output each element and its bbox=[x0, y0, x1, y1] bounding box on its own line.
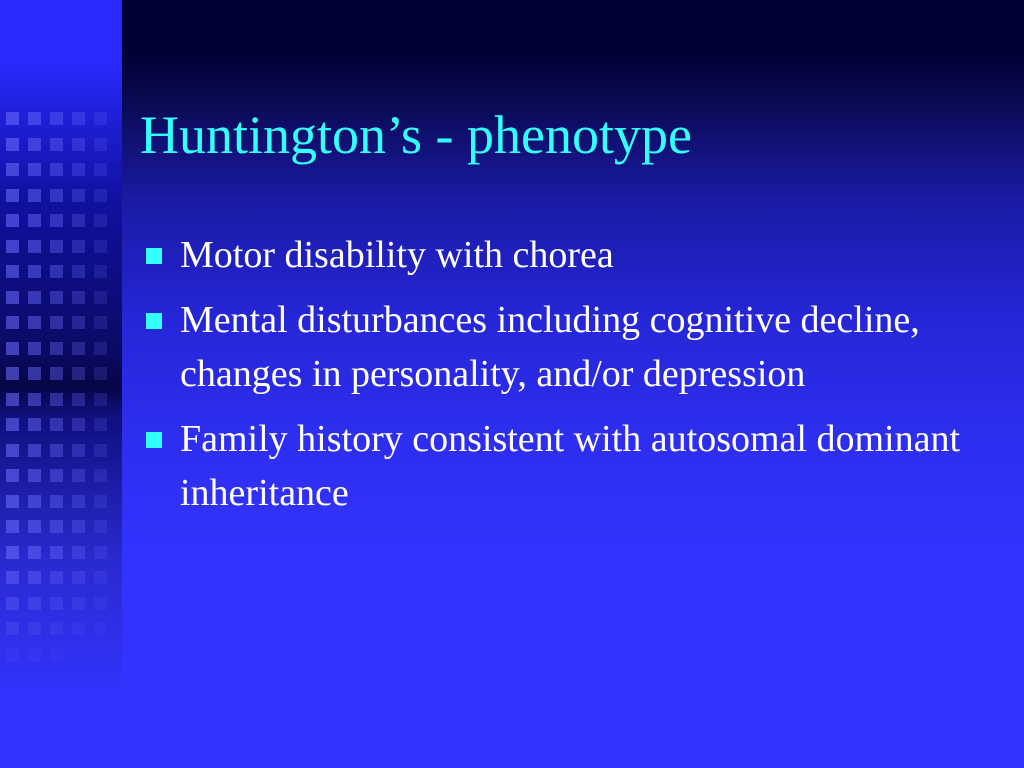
decorative-square bbox=[50, 342, 63, 355]
decorative-square bbox=[28, 648, 41, 661]
decorative-square bbox=[50, 240, 63, 253]
decorative-square bbox=[28, 240, 41, 253]
bullet-text: Mental disturbances including cognitive decline, changes in personality, and/or depression bbox=[180, 299, 920, 395]
left-decorative-strip bbox=[0, 0, 122, 768]
decorative-square bbox=[94, 265, 107, 278]
decorative-square bbox=[28, 291, 41, 304]
decorative-square bbox=[72, 444, 85, 457]
decorative-square bbox=[72, 214, 85, 227]
decorative-square bbox=[72, 622, 85, 635]
decorative-square bbox=[6, 163, 19, 176]
decorative-square bbox=[94, 112, 107, 125]
decorative-square bbox=[28, 342, 41, 355]
decorative-square bbox=[94, 418, 107, 431]
decorative-square bbox=[6, 495, 19, 508]
decorative-square bbox=[50, 520, 63, 533]
decorative-square bbox=[94, 163, 107, 176]
decorative-square bbox=[6, 291, 19, 304]
decorative-square bbox=[6, 112, 19, 125]
decorative-square bbox=[28, 495, 41, 508]
decorative-square bbox=[72, 393, 85, 406]
decorative-square bbox=[28, 189, 41, 202]
bullet-item bbox=[144, 412, 974, 520]
decorative-square bbox=[72, 163, 85, 176]
decorative-square bbox=[6, 622, 19, 635]
decorative-square bbox=[50, 189, 63, 202]
decorative-square bbox=[6, 444, 19, 457]
decorative-square bbox=[6, 265, 19, 278]
decorative-square bbox=[28, 622, 41, 635]
decorative-square bbox=[6, 138, 19, 151]
square-bullet-icon bbox=[146, 313, 162, 329]
decorative-square bbox=[94, 495, 107, 508]
decorative-square bbox=[6, 546, 19, 559]
decorative-square bbox=[6, 189, 19, 202]
decorative-square bbox=[28, 469, 41, 482]
decorative-square bbox=[94, 291, 107, 304]
square-bullet-icon bbox=[146, 248, 162, 264]
bullet-item bbox=[144, 293, 974, 401]
decorative-square bbox=[6, 240, 19, 253]
decorative-square bbox=[28, 214, 41, 227]
decorative-square bbox=[50, 597, 63, 610]
decorative-square bbox=[94, 214, 107, 227]
decorative-square bbox=[50, 469, 63, 482]
bullet-text: Family history consistent with autosomal dominant inheritance bbox=[180, 418, 961, 514]
decorative-square bbox=[28, 163, 41, 176]
decorative-square bbox=[72, 597, 85, 610]
decorative-square bbox=[6, 393, 19, 406]
bullet-text: Motor disability with chorea bbox=[180, 234, 614, 276]
decorative-square bbox=[50, 546, 63, 559]
decorative-square-grid bbox=[6, 112, 118, 672]
decorative-square bbox=[6, 418, 19, 431]
decorative-square bbox=[28, 418, 41, 431]
decorative-square bbox=[50, 393, 63, 406]
decorative-square bbox=[94, 444, 107, 457]
bullet-item bbox=[144, 228, 974, 282]
decorative-square bbox=[50, 418, 63, 431]
decorative-square bbox=[28, 367, 41, 380]
decorative-square bbox=[94, 393, 107, 406]
decorative-square bbox=[6, 367, 19, 380]
decorative-square bbox=[6, 469, 19, 482]
decorative-square bbox=[94, 571, 107, 584]
decorative-square bbox=[72, 520, 85, 533]
decorative-square bbox=[6, 342, 19, 355]
decorative-square bbox=[72, 571, 85, 584]
decorative-square bbox=[50, 622, 63, 635]
decorative-square bbox=[94, 240, 107, 253]
decorative-square bbox=[50, 316, 63, 329]
decorative-square bbox=[94, 342, 107, 355]
slide-title: Huntington’s - phenotype bbox=[140, 105, 692, 165]
decorative-square bbox=[94, 597, 107, 610]
decorative-square bbox=[28, 520, 41, 533]
decorative-square bbox=[28, 265, 41, 278]
decorative-square bbox=[94, 138, 107, 151]
decorative-square bbox=[72, 546, 85, 559]
decorative-square bbox=[72, 112, 85, 125]
bullet-list bbox=[144, 228, 974, 531]
decorative-square bbox=[72, 291, 85, 304]
decorative-square bbox=[28, 393, 41, 406]
decorative-square bbox=[72, 367, 85, 380]
decorative-square bbox=[72, 342, 85, 355]
decorative-square bbox=[50, 112, 63, 125]
decorative-square bbox=[28, 597, 41, 610]
decorative-square bbox=[6, 571, 19, 584]
decorative-square bbox=[72, 469, 85, 482]
decorative-square bbox=[94, 189, 107, 202]
decorative-square bbox=[28, 112, 41, 125]
decorative-square bbox=[94, 367, 107, 380]
decorative-square bbox=[28, 316, 41, 329]
decorative-square bbox=[6, 316, 19, 329]
decorative-square bbox=[6, 214, 19, 227]
decorative-square bbox=[28, 138, 41, 151]
decorative-square bbox=[28, 444, 41, 457]
decorative-square bbox=[72, 138, 85, 151]
decorative-square bbox=[94, 546, 107, 559]
decorative-square bbox=[28, 571, 41, 584]
decorative-square bbox=[6, 520, 19, 533]
decorative-square bbox=[50, 214, 63, 227]
decorative-square bbox=[94, 316, 107, 329]
decorative-square bbox=[50, 163, 63, 176]
decorative-square bbox=[94, 469, 107, 482]
decorative-square bbox=[50, 291, 63, 304]
decorative-square bbox=[50, 367, 63, 380]
decorative-square bbox=[50, 495, 63, 508]
decorative-square bbox=[6, 648, 19, 661]
decorative-square bbox=[72, 189, 85, 202]
decorative-square bbox=[28, 546, 41, 559]
decorative-square bbox=[72, 418, 85, 431]
decorative-square bbox=[72, 316, 85, 329]
decorative-square bbox=[50, 138, 63, 151]
decorative-square bbox=[50, 444, 63, 457]
decorative-square bbox=[72, 240, 85, 253]
decorative-square bbox=[72, 265, 85, 278]
decorative-square bbox=[94, 520, 107, 533]
decorative-square bbox=[6, 597, 19, 610]
square-bullet-icon bbox=[146, 432, 162, 448]
decorative-square bbox=[50, 648, 63, 661]
decorative-square bbox=[94, 622, 107, 635]
decorative-square bbox=[50, 571, 63, 584]
decorative-square bbox=[50, 265, 63, 278]
decorative-square bbox=[72, 495, 85, 508]
